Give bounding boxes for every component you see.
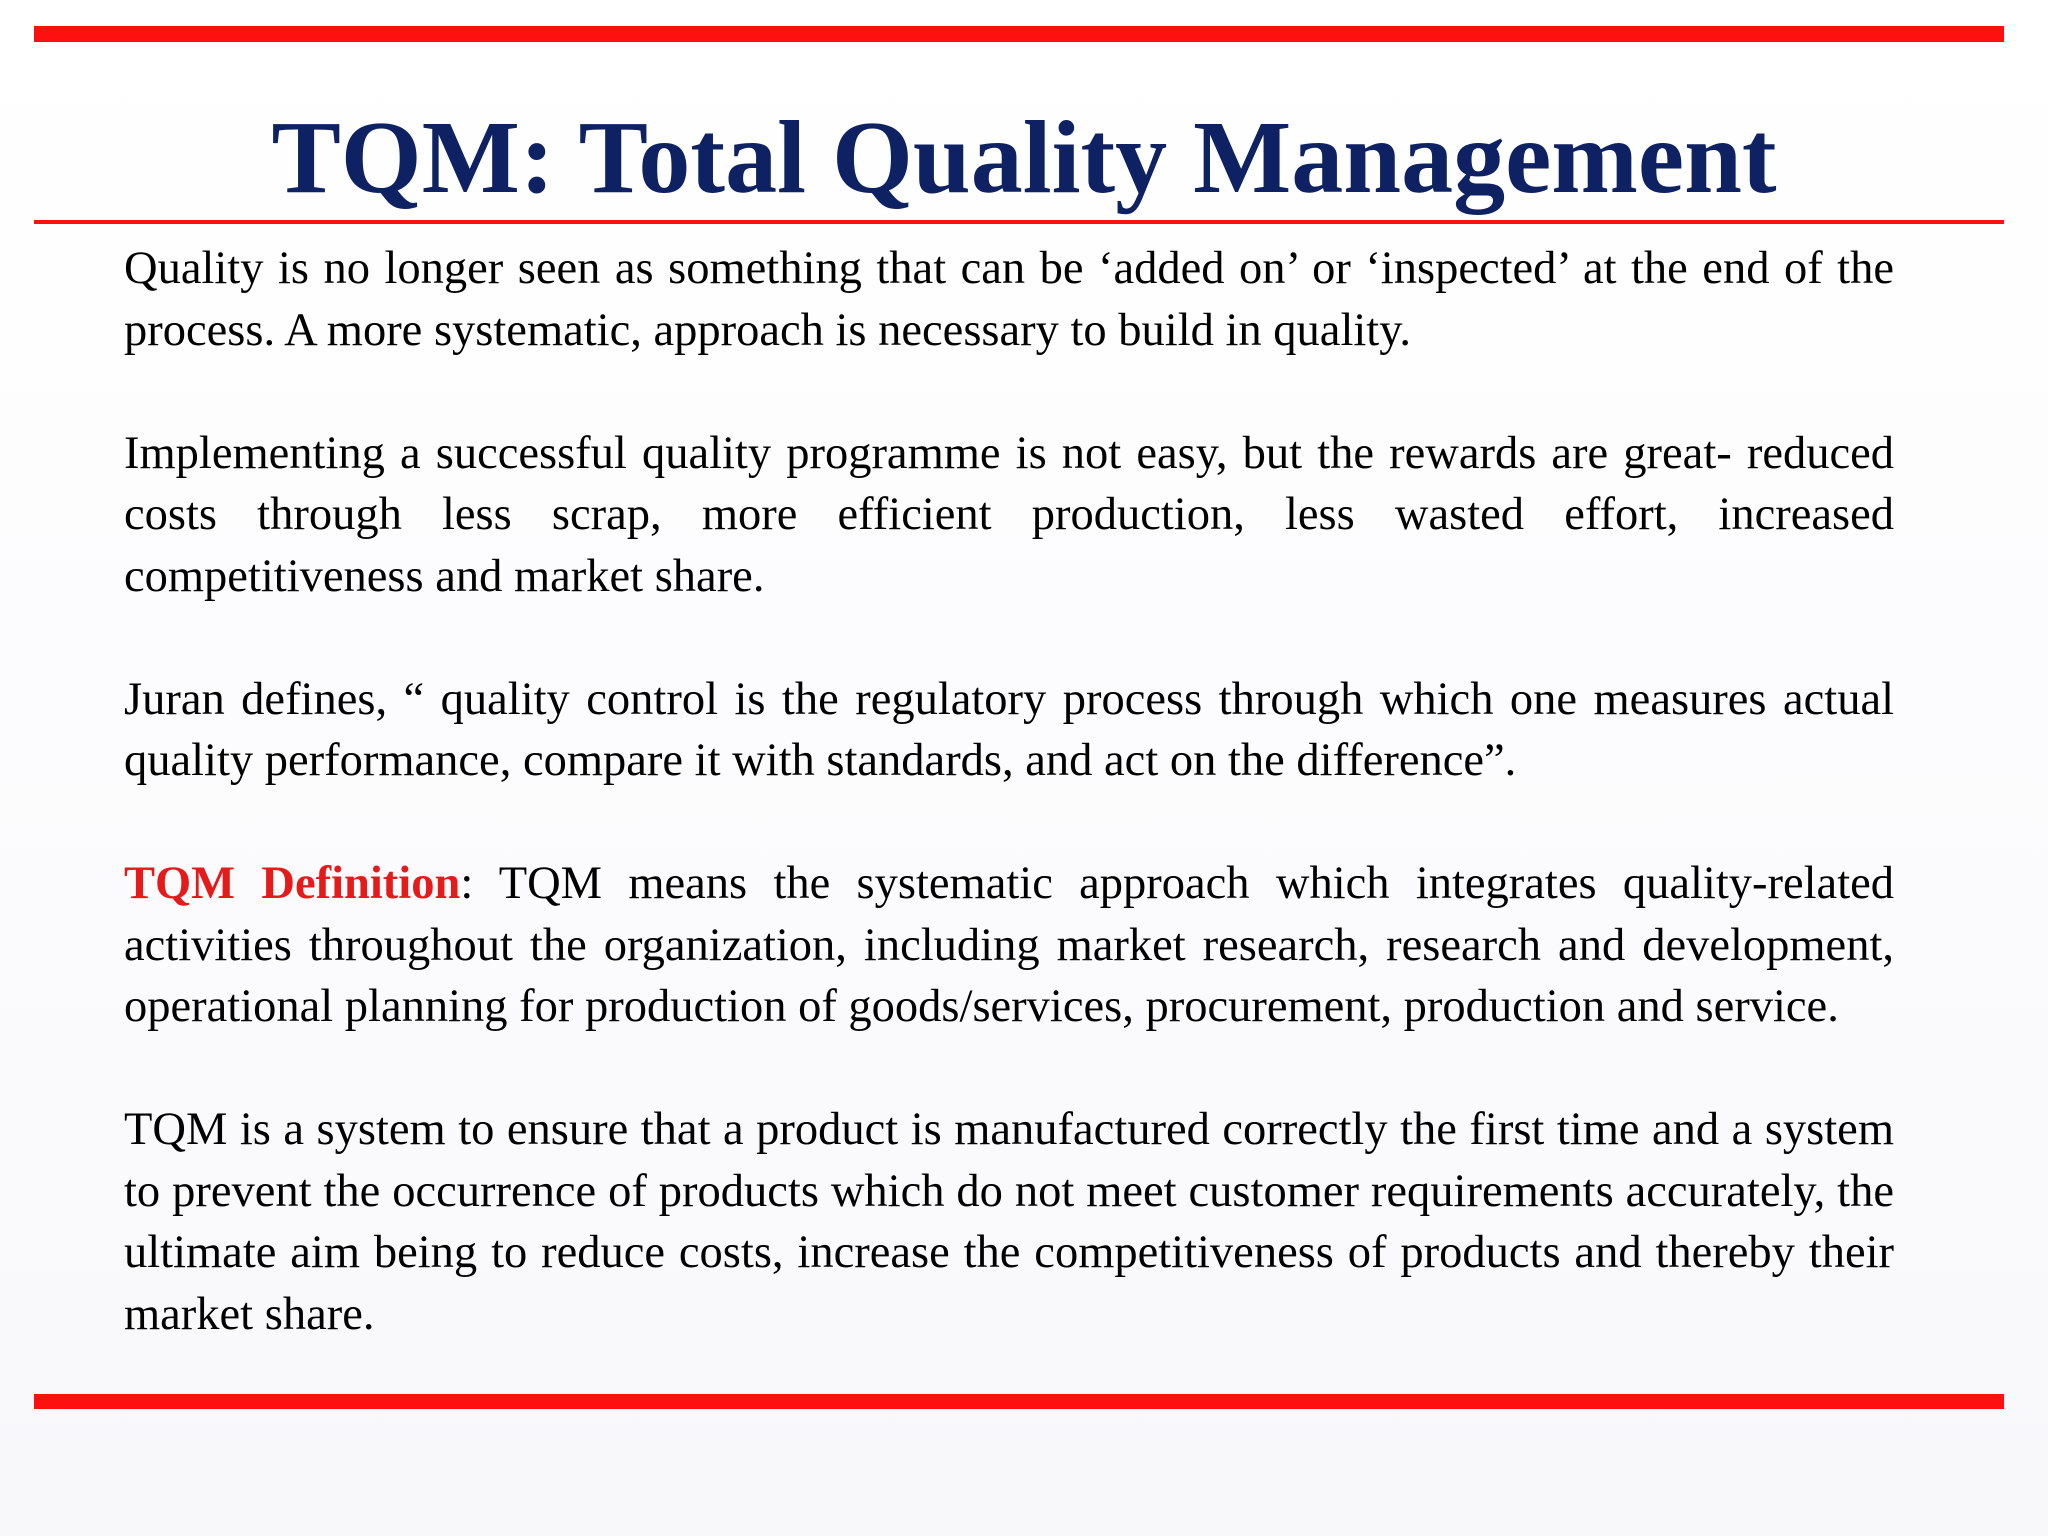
title-underline-rule — [34, 220, 2004, 224]
paragraph-tqm-definition — [124, 853, 1894, 1038]
top-red-rule — [34, 26, 2004, 42]
tqm-definition-label: TQM Definition — [124, 858, 461, 909]
paragraph-tqm-system: TQM is a system to ensure that a product is manufactured correctly the first time and a system to prevent the occurrence of products which do not meet customer requirements accurately, the ultimate aim being to reduce costs, increase the competitiveness of products and thereby their market share. — [124, 1104, 1894, 1340]
slide-body — [124, 238, 1894, 1345]
slide-title: TQM: Total Quality Management — [271, 100, 1777, 215]
paragraph-juran-definition: Juran defines, “ quality control is the regulatory process through which one measures actual quality performance, compare it with standards, and act on the difference”. — [124, 673, 1894, 786]
tqm-definition-text: : TQM means the systematic approach which integrates quality-related activities throughout the organization, including market research, research and development, operational planning for production of goods/services, procurement, production and service. — [124, 858, 1894, 1032]
paragraph-quality-no-longer: Quality is no longer seen as something that can be ‘added on’ or ‘inspected’ at the end of the process. A more systematic, approach is necessary to build in quality. — [124, 243, 1894, 356]
bottom-red-rule — [34, 1394, 2004, 1409]
paragraph-implementing-programme: Implementing a successful quality programme is not easy, but the rewards are great- reduced costs through less scrap, more efficient production, less wasted effort, increased competitiveness and market share. — [124, 427, 1894, 602]
